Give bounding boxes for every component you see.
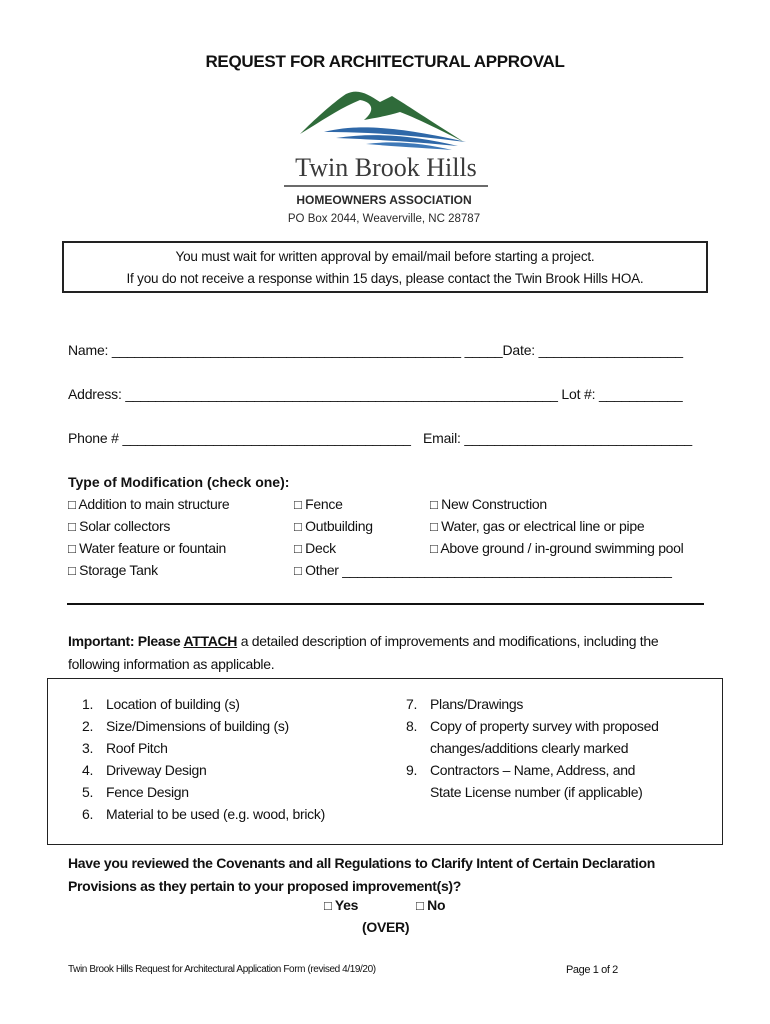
checkbox-icon[interactable]: □ (294, 519, 302, 534)
checkbox-option[interactable]: □ Solar collectors (68, 518, 171, 534)
checkbox-option[interactable]: □ Fence (294, 496, 343, 512)
list-item: 5. Fence Design (82, 784, 189, 800)
email-field[interactable]: Email: ______________________________ (423, 430, 692, 446)
list-item: 8. Copy of property survey with proposed (406, 718, 659, 734)
checkbox-icon[interactable]: □ (68, 497, 76, 512)
checkbox-option[interactable]: □ Storage Tank (68, 562, 158, 578)
checkbox-icon[interactable]: □ (416, 898, 424, 913)
checkbox-icon[interactable]: □ (68, 563, 76, 578)
list-item: changes/additions clearly marked (430, 740, 629, 756)
logo-name: Twin Brook Hills (295, 153, 477, 182)
over-label: (OVER) (362, 919, 410, 935)
phone-field[interactable]: Phone # ______________________________________ (68, 430, 411, 446)
logo-address: PO Box 2044, Weaverville, NC 28787 (287, 213, 481, 225)
checkbox-icon[interactable]: □ (430, 497, 438, 512)
list-item: 3. Roof Pitch (82, 740, 168, 756)
list-item: State License number (if applicable) (430, 784, 643, 800)
checkbox-icon[interactable]: □ (324, 898, 332, 913)
hoa-logo (276, 88, 496, 228)
checkbox-option[interactable]: □ Other ____________________________________________ (294, 562, 672, 578)
checkbox-option[interactable]: □ Above ground / in-ground swimming pool (430, 540, 684, 556)
no-option[interactable]: □ No (416, 897, 446, 913)
checkbox-option[interactable]: □ Addition to main structure (68, 496, 230, 512)
checkbox-icon[interactable]: □ (294, 541, 302, 556)
divider (67, 603, 704, 605)
important-instructions: Important: Please ATTACH a detailed description of improvements and modifications, including the following information as applicable. (68, 633, 659, 672)
checkbox-option[interactable]: □ Deck (294, 540, 336, 556)
list-item: 1. Location of building (s) (82, 696, 240, 712)
list-item: 4. Driveway Design (82, 762, 207, 778)
checkbox-icon[interactable]: □ (430, 519, 438, 534)
checkbox-option[interactable]: □ Water, gas or electrical line or pipe (430, 518, 645, 534)
list-item: 2. Size/Dimensions of building (s) (82, 718, 289, 734)
checkbox-icon[interactable]: □ (68, 519, 76, 534)
notice-line-2: If you do not receive a response within 15 days, please contact the Twin Brook Hills HOA. (126, 271, 644, 286)
notice-line-1: You must wait for written approval by email/mail before starting a project. (175, 249, 595, 264)
mountain-water-logo-icon (276, 88, 496, 228)
checkbox-option[interactable]: □ Water feature or fountain (68, 540, 226, 556)
yes-option[interactable]: □ Yes (324, 897, 359, 913)
logo-subtitle: HOMEOWNERS ASSOCIATION (296, 193, 472, 207)
covenants-question: Have you reviewed the Covenants and all Regulations to Clarify Intent of Certain Declaration Provisions as they pertain to your proposed improvement(s)? (68, 855, 655, 894)
address-lot-field[interactable]: Address: _________________________________________________________ Lot #: ___________ (68, 386, 683, 402)
checkbox-option[interactable]: □ New Construction (430, 496, 547, 512)
footer-form-name: Twin Brook Hills Request for Architectural Application Form (revised 4/19/20) (68, 964, 376, 975)
checkbox-icon[interactable]: □ (294, 497, 302, 512)
page-title: REQUEST FOR ARCHITECTURAL APPROVAL (205, 52, 565, 71)
modification-title: Type of Modification (check one): (68, 474, 290, 490)
checkbox-icon[interactable]: □ (294, 563, 302, 578)
checkbox-icon[interactable]: □ (430, 541, 438, 556)
checkbox-option[interactable]: □ Outbuilding (294, 518, 373, 534)
list-item: 9. Contractors – Name, Address, and (406, 762, 636, 778)
page-number: Page 1 of 2 (566, 964, 618, 976)
list-item: 7. Plans/Drawings (406, 696, 524, 712)
name-date-field[interactable]: Name: ______________________________________________ _____Date: ___________________ (68, 342, 683, 358)
list-item: 6. Material to be used (e.g. wood, brick) (82, 806, 325, 822)
checkbox-icon[interactable]: □ (68, 541, 76, 556)
notice-box (62, 241, 708, 293)
